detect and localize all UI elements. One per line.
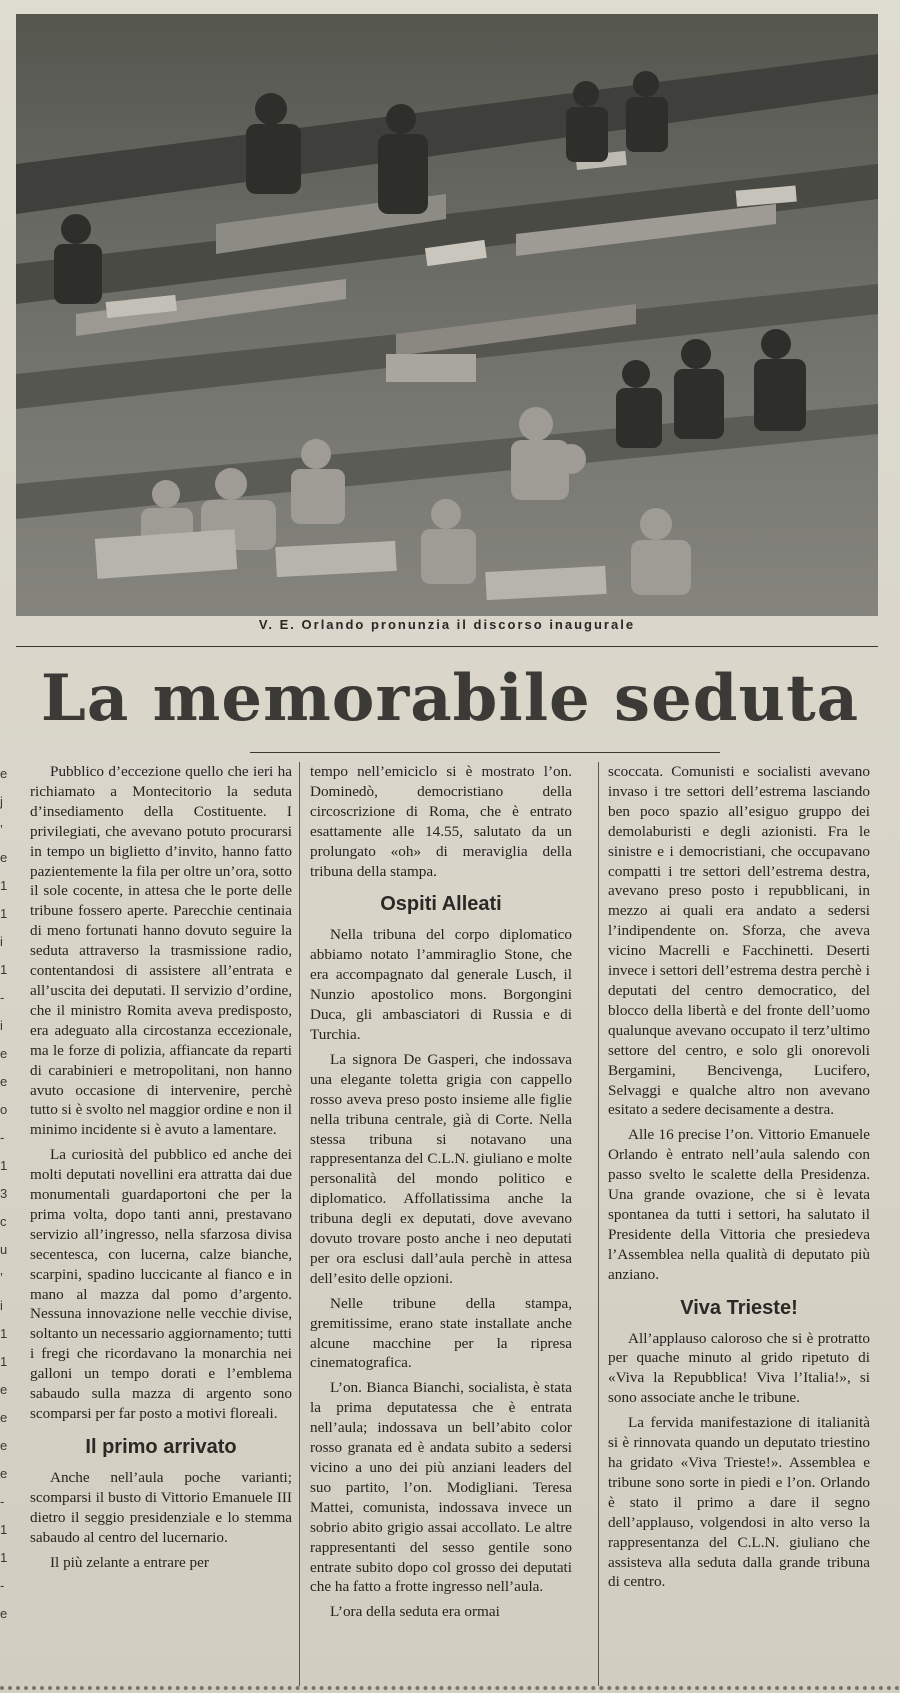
paragraph: Il più zelante a entrare per [50,1553,209,1571]
edge-fragment: i [0,1298,3,1313]
edge-fragment: o [0,1102,8,1117]
edge-fragment: 1 [0,1550,8,1565]
edge-fragment: - [0,1494,5,1509]
paragraph: Anche nell’aula poche varianti; scomparsi il busto di Vittorio Emanuele III dietro il seggio presidenziale e lo stemma sabaudo al centro del lucernario. [30,1468,292,1546]
edge-fragment: e [0,1074,8,1089]
edge-fragment: e [0,766,8,781]
edge-fragment: e [0,1438,8,1453]
edge-fragment: 3 [0,1186,8,1201]
paragraph: Nelle tribune della stampa, gremitissime, erano state installate anche alcune macchine per la ripresa cinematografica. [310,1294,572,1372]
edge-fragment: 1 [0,962,8,977]
edge-fragment: 1 [0,878,8,893]
subheading: Viva Trieste! [680,1296,798,1319]
adjacent-column-fragment [0,760,10,1690]
paragraph: Nella tribuna del corpo diplomatico abbiamo notato l’ammiraglio Stone, che era accompagnato dal generale Lusch, il Nunzio apostolico mons. Borgongini Duca, gli ambasciatori di Russia e di Turchia. [310,926,572,1043]
edge-fragment: e [0,850,8,865]
article-column-1 [30,762,292,1686]
photo-caption: V. E. Orlando pronunzia il discorso inaugurale [258,617,636,632]
headline: La memorabile seduta [40,661,860,736]
paragraph: Alle 16 precise l’on. Vittorio Emanuele Orlando è entrato nell’aula salendo con passo svelto le scalette della Presidenza. Una grande ovazione, che si è levata spontanea da tutti i settori, ha salutato il Presidente della Vittoria che presiedeva l’Assemblea nella qualità di deputato più anziano. [608,1126,870,1283]
column-rule [299,762,300,1686]
paragraph: La curiosità del pubblico ed anche dei molti deputati novellini era attratta dai due monumentali guardaportoni che per la prima volta, dopo tanti anni, prestavano servizio all’ingresso, nella sfarzosa divisa secentesca, con lucerna, calze bianche, scarpini, spadino luccicante al fianco e in mano al mazza dal pomo d’argento. Nessuna innovazione nelle vecchie divise, soltanto un necessario aggiornamento; tutti i fregi che ricordavano la monarchia nei galloni un tempo dorati e l’emblema sabaudo sulla mazza di argento sono scomparsi per far posto a motivi floreali. [30,1146,292,1422]
headline-rule [250,752,720,753]
paragraph: tempo nell’emiciclo si è mostrato l’on. Dominedò, democristiano della circoscrizione di Roma, che è entrato esattamente alle 14.55, salutato da un prolungato «oh» di meraviglia della tribuna della stampa. [310,763,572,880]
subheading: Il primo arrivato [85,1435,237,1458]
photo-image [16,14,878,616]
edge-fragment: i [0,1018,3,1033]
edge-fragment: 1 [0,1158,8,1173]
edge-fragment: - [0,1130,5,1145]
edge-fragment: e [0,1046,8,1061]
edge-fragment: c [0,1214,7,1229]
edge-fragment: u [0,1242,8,1257]
edge-fragment: e [0,1382,8,1397]
paragraph: scoccata. Comunisti e socialisti avevano invaso i tre settori dell’estrema lasciando ben poco spazio all’esiguo gruppo dei demolaburisti e degli azionisti. Fra le sinistre e i democristiani, che occupavano compatti i tre settori dell’estrema destra, avevano preso posto i repubblicani, in mezzo ai quali era andato a sedersi l’indipendente on. Sforza, che aveva vicino Macrelli e Facchinetti. Deserti invece i settori dell’estrema destra perchè i deputati del centro democratico, del blocco della libertà e del fronte dell’uomo qualunque avevano occupato il terz’ultimo settore del centro, e solo gli onorevoli Bergamini, Bencivenga, Lucifero, Selvaggi e qualche altro non avevano esitato a sedere decisamente a destra. [608,763,870,1119]
assembly-photo [16,14,878,616]
top-rule [16,646,878,647]
subheading: Ospiti Alleati [380,893,502,916]
column-rule [598,762,599,1686]
paragraph: Pubblico d’eccezione quello che ieri ha richiamato a Montecitorio la seduta d’insediamento della Costituente. I privilegiati, che avevano potuto procurarsi in tempo un biglietto d’invito, hanno fatto pazientemente la fila per oltre un’ora, sotto il sole cocente, in attesa che le porte delle tribune fossero aperte. Parecchie centinaia di meno fortunati hanno dovuto seguire la seduta attraverso la trasmissione radio, contentandosi di assistere all’entrata e all’uscita dei deputati. Il servizio d’ordine, che il ministro Romita aveva predisposto, era adeguato alla circostanza eccezionale, ma le forze di polizia, affiancate da reparti di carabinieri e metropolitani, non hanno avuto occasione di intervenire, perchè tutto si è svolto nel maggior ordine e non il minimo incidente si è avuto a lamentare. [30,763,292,1139]
edge-fragment: ’ [0,1270,3,1285]
article-column-2 [310,762,572,1686]
edge-fragment: - [0,990,5,1005]
article-column-3 [608,762,870,1686]
paragraph: La signora De Gasperi, che indossava una elegante toletta grigia con cappello rosso aveva preso posto insieme alle figlie nella tribuna centrale, già di Corte. Nella stessa tribuna si notavano una rappresentanza del C.L.N. giuliano e molte personalità del mondo politico e diplomatico. Affollatissima anche la tribuna degli ex deputati, dove avevano dovuto trovare posto anche i neo deputati per ora esclusi dall’aula perchè in attesa dell’esito delle opzioni. [310,1050,572,1287]
edge-fragment: 1 [0,906,8,921]
paragraph: All’applauso caloroso che si è protratto per quache minuto al grido ripetuto di «Viva la Repubblica! Viva l’Italia!», si sono associate anche le tribune. [608,1329,870,1407]
edge-fragment: e [0,1410,8,1425]
edge-fragment: - [0,1578,5,1593]
edge-fragment: e [0,1466,8,1481]
bottom-rule [0,1686,900,1690]
paragraph: La fervida manifestazione di italianità si è rinnovata quando un deputato triestino ha gridato «Viva Trieste!». Assemblea e tribune sono sorte in piedi e l’on. Orlando è stato il primo a dare il segno dell’applauso, volgendosi in alto verso la rappresentanza del C.L.N. giuliano che assisteva alla seduta dalla grande tribuna di centro. [608,1414,870,1591]
edge-fragment: j [0,794,3,809]
edge-fragment: i [0,934,3,949]
edge-fragment: 1 [0,1354,8,1369]
paragraph: L’on. Bianca Bianchi, socialista, è stata la prima deputatessa che è entrata nell’aula; indossava un bell’abito color rosso granata ed è andata subito a sedersi vicino a uno dei più anziani leaders del suo partito, l’on. Modigliani. Teresa Mattei, comunista, indossava invece un sobrio abito grigio assai accollato. Le altre rappresentanti del sesso gentile sono entrate subito dopo col grosso dei deputati che ha fatto a frotte ingresso nell’aula. [310,1379,572,1596]
paragraph: L’ora della seduta era ormai [330,1603,500,1621]
edge-fragment: 1 [0,1326,8,1341]
edge-fragment: ’ [0,822,3,837]
edge-fragment: 1 [0,1522,8,1537]
edge-fragment: e [0,1606,8,1621]
